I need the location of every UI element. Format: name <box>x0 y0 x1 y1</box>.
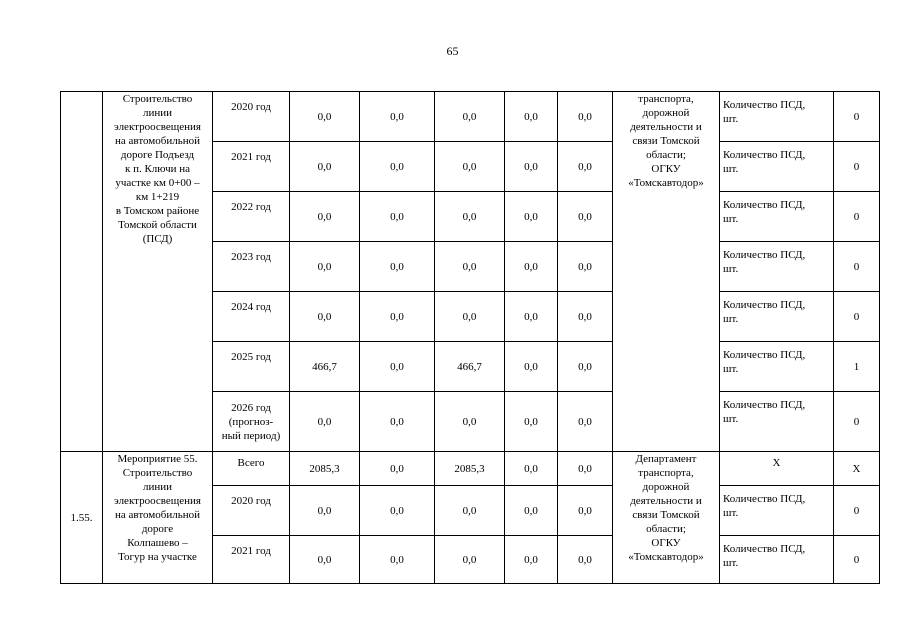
year-cell: 2023 год <box>213 242 290 292</box>
value-cell: 0,0 <box>505 486 558 536</box>
value-cell: 0,0 <box>435 142 505 192</box>
indicator-value-cell: 1 <box>834 342 880 392</box>
value-cell: 0,0 <box>558 342 613 392</box>
value-cell: 0,0 <box>290 536 360 584</box>
value-cell: 0,0 <box>505 392 558 452</box>
value-cell: 0,0 <box>505 292 558 342</box>
value-cell: 0,0 <box>505 142 558 192</box>
value-cell: 0,0 <box>505 452 558 486</box>
activity-name: Мероприятие 55. Строительство линии электроосвещения на автомобильной дороге Колпашево – Тогур на участке <box>103 452 213 584</box>
value-cell: 0,0 <box>435 292 505 342</box>
value-cell: 0,0 <box>505 536 558 584</box>
value-cell: 2085,3 <box>435 452 505 486</box>
indicator-cell: Количество ПСД, шт. <box>720 242 834 292</box>
year-cell: 2020 год <box>213 486 290 536</box>
value-cell: 0,0 <box>360 452 435 486</box>
value-cell: 2085,3 <box>290 452 360 486</box>
indicator-cell: Количество ПСД, шт. <box>720 292 834 342</box>
budget-table <box>60 91 880 584</box>
value-cell: 0,0 <box>435 486 505 536</box>
year-cell: 2020 год <box>213 92 290 142</box>
value-cell: 0,0 <box>435 242 505 292</box>
value-cell: 0,0 <box>360 536 435 584</box>
item-number-cell <box>61 92 103 452</box>
year-cell: Всего <box>213 452 290 486</box>
year-cell: 2026 год (прогноз- ный период) <box>213 392 290 452</box>
value-cell: 0,0 <box>360 192 435 242</box>
value-cell: 0,0 <box>558 292 613 342</box>
executor-cell: Департамент транспорта, дорожной деятельности и связи Томской области; ОГКУ «Томскавтодор» <box>613 452 720 584</box>
value-cell: 0,0 <box>435 192 505 242</box>
value-cell: 0,0 <box>290 242 360 292</box>
value-cell: 0,0 <box>360 242 435 292</box>
value-cell: 0,0 <box>435 392 505 452</box>
indicator-cell: Количество ПСД, шт. <box>720 536 834 584</box>
indicator-value-cell: 0 <box>834 242 880 292</box>
indicator-value-cell: Х <box>834 452 880 486</box>
value-cell: 0,0 <box>290 142 360 192</box>
value-cell: 0,0 <box>505 92 558 142</box>
year-cell: 2025 год <box>213 342 290 392</box>
value-cell: 0,0 <box>290 392 360 452</box>
value-cell: 0,0 <box>558 536 613 584</box>
activity-name: Строительство линии электроосвещения на автомобильной дороге Подъезд к п. Ключи на участке км 0+00 – км 1+219 в Томском районе Томской области (ПСД) <box>103 92 213 452</box>
indicator-cell: Количество ПСД, шт. <box>720 342 834 392</box>
indicator-value-cell: 0 <box>834 536 880 584</box>
indicator-cell: Количество ПСД, шт. <box>720 486 834 536</box>
indicator-cell: Количество ПСД, шт. <box>720 142 834 192</box>
indicator-value-cell: 0 <box>834 486 880 536</box>
value-cell: 466,7 <box>290 342 360 392</box>
indicator-value-cell: 0 <box>834 142 880 192</box>
page-number: 65 <box>446 44 459 58</box>
value-cell: 0,0 <box>290 292 360 342</box>
value-cell: 0,0 <box>558 242 613 292</box>
value-cell: 0,0 <box>360 142 435 192</box>
year-cell: 2024 год <box>213 292 290 342</box>
indicator-value-cell: 0 <box>834 92 880 142</box>
value-cell: 0,0 <box>290 92 360 142</box>
value-cell: 0,0 <box>558 392 613 452</box>
item-number-cell: 1.55. <box>61 452 103 584</box>
value-cell: 0,0 <box>360 486 435 536</box>
value-cell: 0,0 <box>435 92 505 142</box>
value-cell: 0,0 <box>360 92 435 142</box>
indicator-value-cell: 0 <box>834 392 880 452</box>
indicator-value-cell: 0 <box>834 292 880 342</box>
value-cell: 0,0 <box>435 536 505 584</box>
value-cell: 0,0 <box>558 486 613 536</box>
value-cell: 0,0 <box>360 342 435 392</box>
indicator-cell: Количество ПСД, шт. <box>720 92 834 142</box>
value-cell: 0,0 <box>290 486 360 536</box>
indicator-cell: Х <box>720 452 834 486</box>
indicator-cell: Количество ПСД, шт. <box>720 192 834 242</box>
executor-cell: транспорта, дорожной деятельности и связи Томской области; ОГКУ «Томскавтодор» <box>613 92 720 452</box>
year-cell: 2021 год <box>213 536 290 584</box>
value-cell: 0,0 <box>290 192 360 242</box>
value-cell: 0,0 <box>360 292 435 342</box>
value-cell: 0,0 <box>360 392 435 452</box>
value-cell: 466,7 <box>435 342 505 392</box>
value-cell: 0,0 <box>505 342 558 392</box>
year-cell: 2021 год <box>213 142 290 192</box>
value-cell: 0,0 <box>558 92 613 142</box>
table-row <box>61 452 880 486</box>
value-cell: 0,0 <box>505 242 558 292</box>
table-row <box>61 92 880 142</box>
year-cell: 2022 год <box>213 192 290 242</box>
value-cell: 0,0 <box>558 192 613 242</box>
indicator-value-cell: 0 <box>834 192 880 242</box>
value-cell: 0,0 <box>558 142 613 192</box>
value-cell: 0,0 <box>558 452 613 486</box>
value-cell: 0,0 <box>505 192 558 242</box>
indicator-cell: Количество ПСД, шт. <box>720 392 834 452</box>
